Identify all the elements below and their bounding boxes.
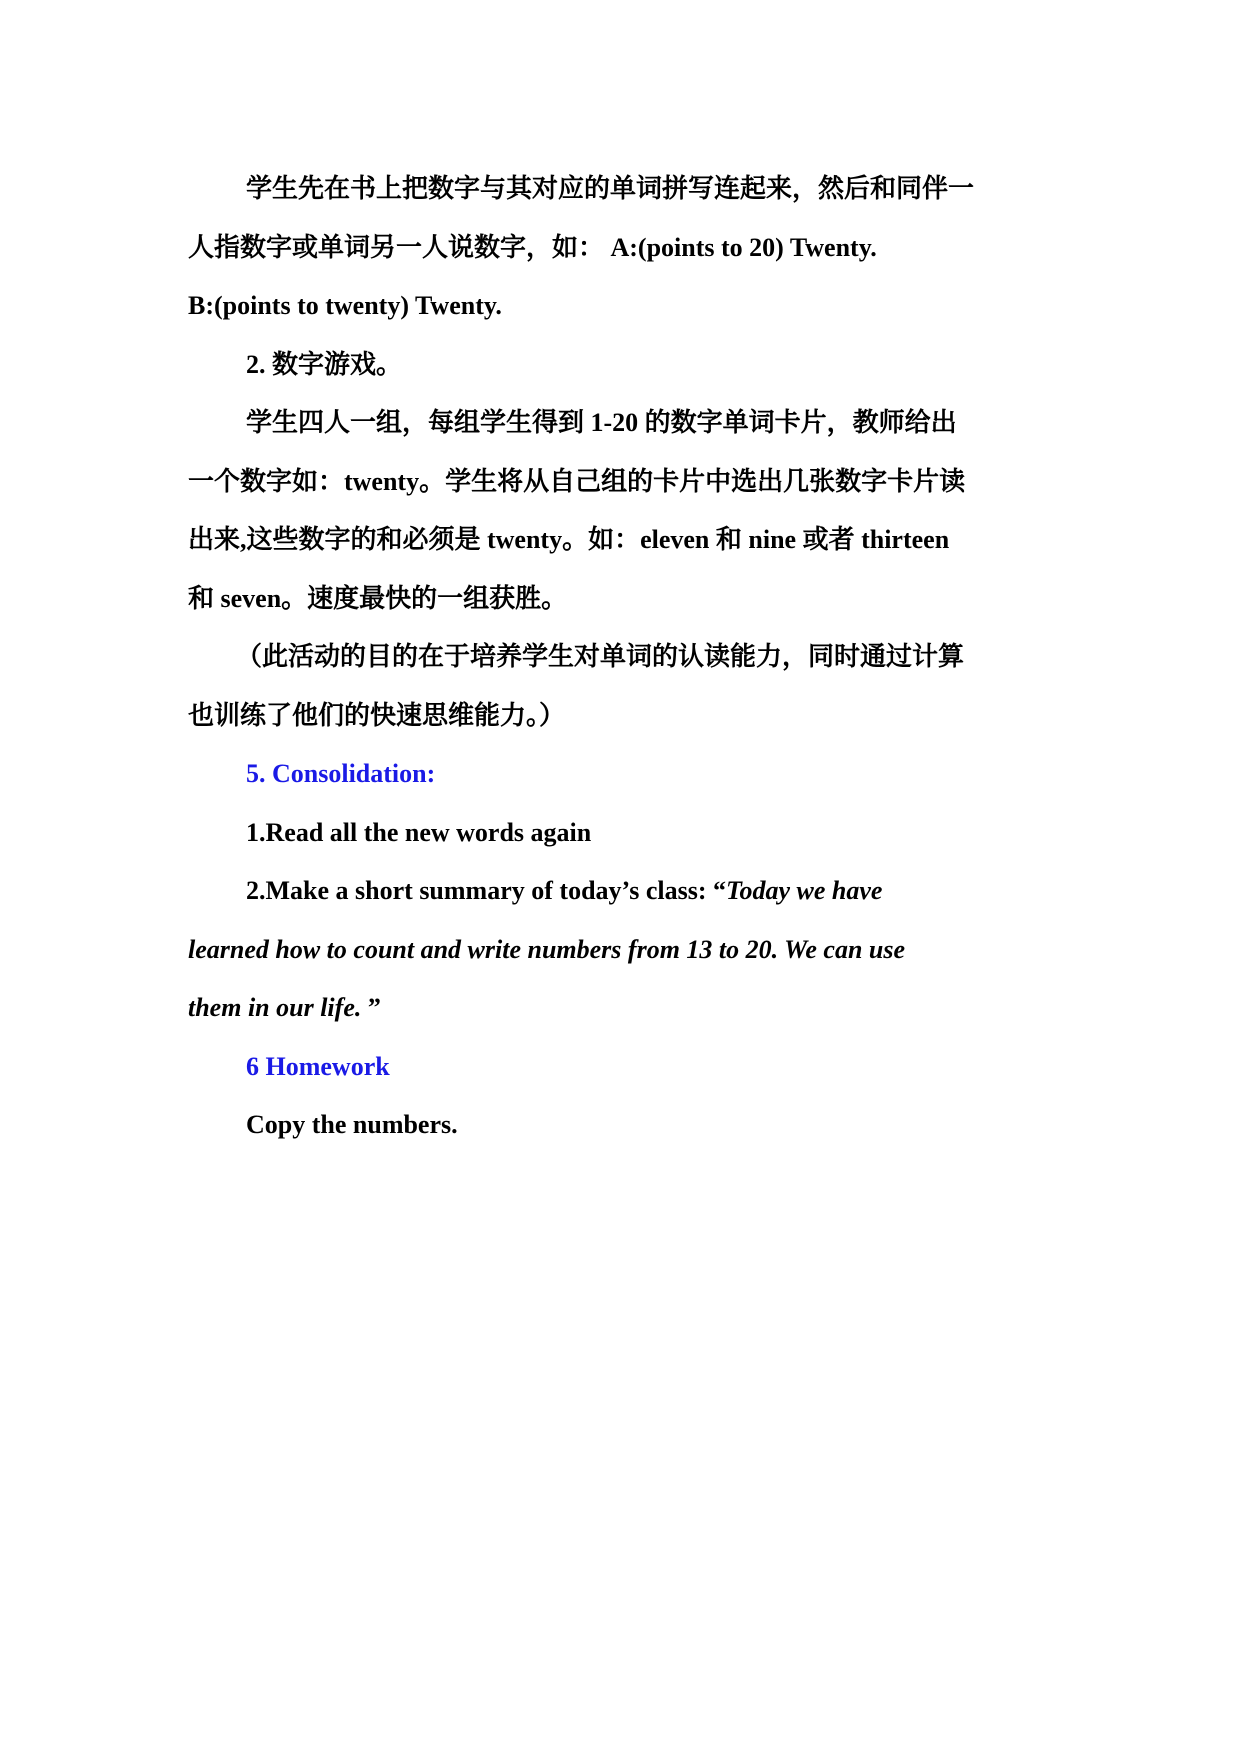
summary-prefix: 2.Make a short summary of today’s class: “ [246,876,726,905]
paragraph-line: 也训练了他们的快速思维能力。） [188,700,566,730]
document-body [188,160,1068,1155]
summary-quote-line: learned how to count and write numbers from 13 to 20. We can use [188,934,906,964]
consolidation-item [188,862,1068,921]
paragraph-line: 和 seven。速度最快的一组获胜。 [188,583,568,613]
paragraph-line: B:(points to twenty) Twenty. [188,291,502,320]
paragraph-line: 一个数字如：twenty。学生将从自己组的卡片中选出几张数字卡片读 [188,466,966,496]
paragraph-line: 出来,这些数字的和必须是 twenty。如：eleven 和 nine 或者 thirteen [188,525,950,554]
paragraph-line: （此活动的目的在于培养学生对单词的认读能力，同时通过计算 [236,642,965,671]
summary-quote: Today we have [726,876,883,905]
homework-text: Copy the numbers. [246,1110,458,1139]
paragraph-line: 学生四人一组，每组学生得到 1-20 的数字单词卡片，教师给出 [246,408,957,437]
paragraph-line: 人指数字或单词另一人说数字，如： A:(points to 20) Twenty. [188,232,877,262]
summary-quote: them in our life. [188,993,368,1022]
homework-heading: 6 Homework [246,1051,390,1081]
summary-quote-line [188,979,1068,1038]
summary-close-quote: ” [367,993,381,1022]
consolidation-heading: 5. Consolidation: [246,759,436,788]
section-heading-number-game: 2. 数字游戏。 [246,349,403,379]
consolidation-item: 1.Read all the new words again [246,817,592,847]
paragraph-line: 学生先在书上把数字与其对应的单词拼写连起来，然后和同伴一 [246,174,975,203]
